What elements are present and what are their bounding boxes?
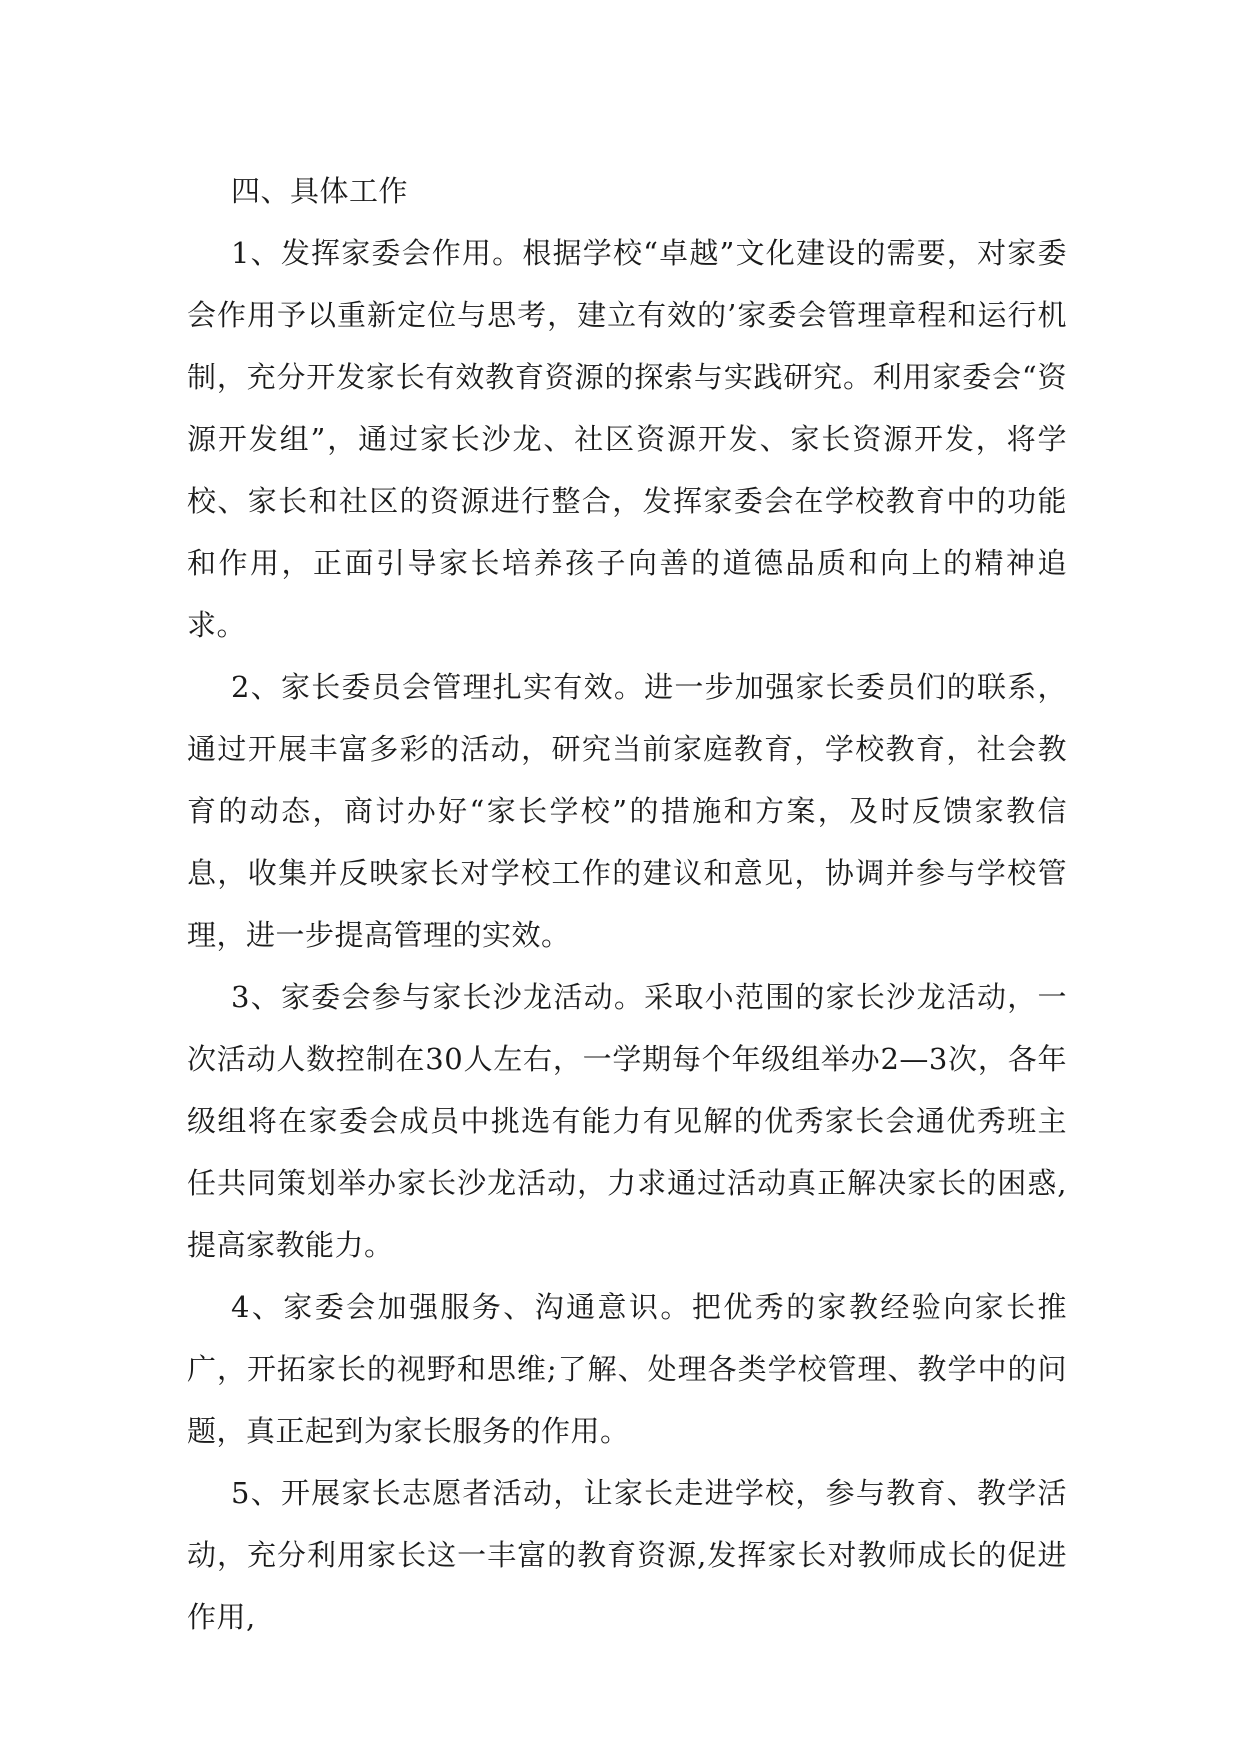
- paragraph-4: 4、家委会加强服务、沟通意识。把优秀的家教经验向家长推广，开拓家长的视野和思维;了解、处理各类学校管理、教学中的问题，真正起到为家长服务的作用。: [187, 1290, 1067, 1448]
- paragraph-1: 1、发挥家委会作用。根据学校“卓越”文化建设的需要，对家委会作用予以重新定位与思考，建立有效的’家委会管理章程和运行机制，充分开发家长有效教育资源的探索与实践研究。利用家委会“资源开发组”，通过家长沙龙、社区资源开发、家长资源开发，将学校、家长和社区的资源进行整合，发挥家委会在学校教育中的功能和作用，正面引导家长培养孩子向善的道德品质和向上的精神追求。: [187, 236, 1067, 642]
- paragraph-2: 2、家长委员会管理扎实有效。进一步加强家长委员们的联系，通过开展丰富多彩的活动，研究当前家庭教育，学校教育，社会教育的动态，商讨办好“家长学校”的措施和方案，及时反馈家教信息，收集并反映家长对学校工作的建议和意见，协调并参与学校管理，进一步提高管理的实效。: [187, 670, 1067, 952]
- paragraph-5: 5、开展家长志愿者活动，让家长走进学校，参与教育、教学活动，充分利用家长这一丰富的教育资源,发挥家长对教师成长的促进作用,: [187, 1476, 1067, 1634]
- section-heading: 四、具体工作: [231, 174, 409, 208]
- document-body: [187, 160, 1067, 1648]
- paragraph-3: 3、家委会参与家长沙龙活动。采取小范围的家长沙龙活动，一次活动人数控制在30人左右，一学期每个年级组举办2—3次，各年级组将在家委会成员中挑选有能力有见解的优秀家长会通优秀班主任共同策划举办家长沙龙活动，力求通过活动真正解决家长的困惑,提高家教能力。: [187, 980, 1067, 1262]
